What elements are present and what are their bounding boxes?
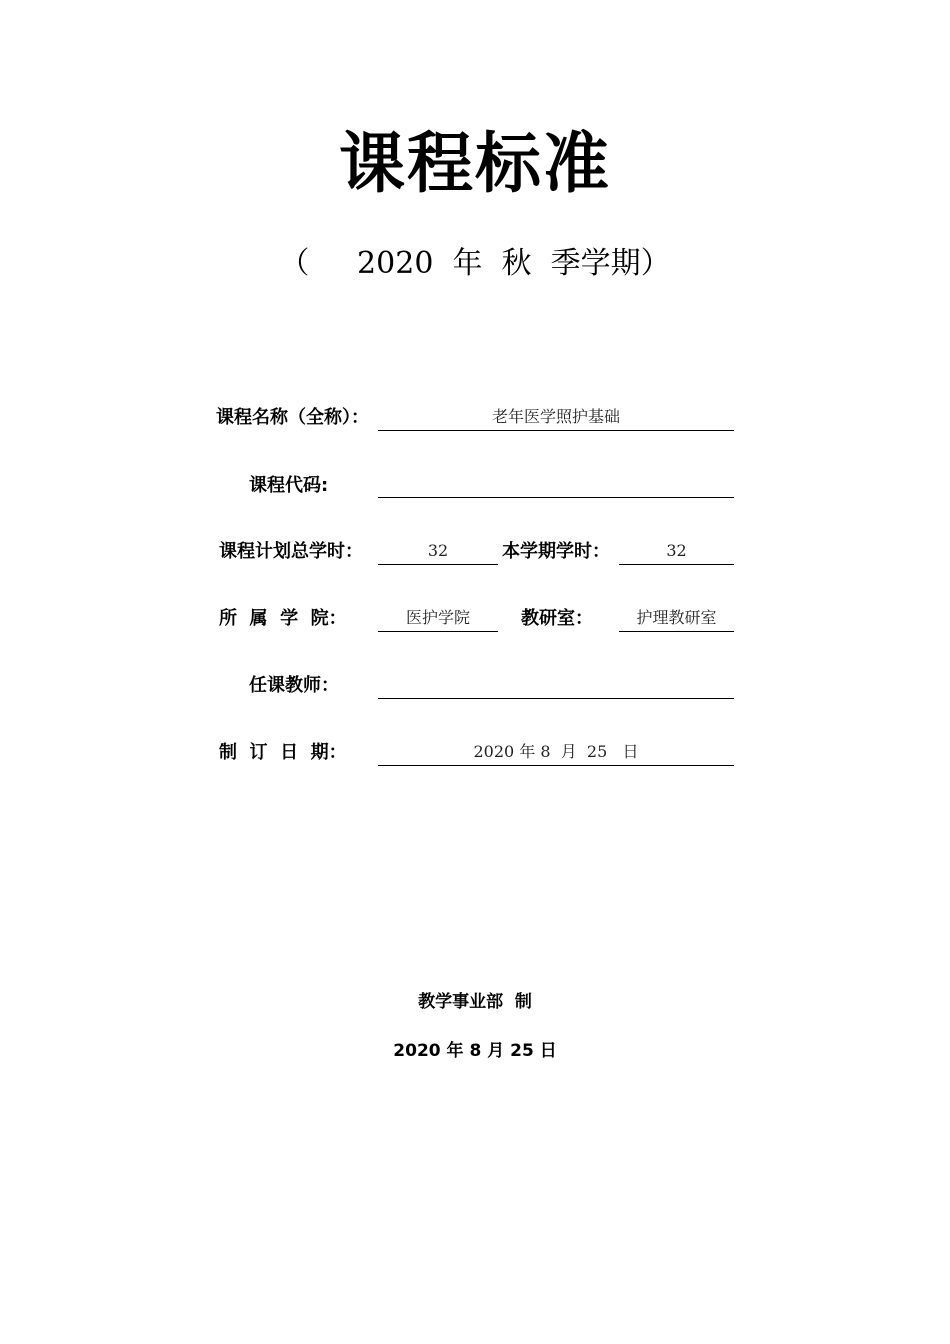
semester-line: （ 2020 年 秋 季学期）	[279, 246, 671, 281]
total-hours-field[interactable]: 32	[378, 538, 498, 565]
course-code-field[interactable]	[378, 471, 734, 498]
document-title: 课程标准	[339, 125, 611, 202]
office-label: 教研室：	[521, 608, 593, 629]
college-field[interactable]: 医护学院	[378, 605, 498, 632]
issuer-line: 教学事业部 制	[418, 992, 532, 1012]
course-name-label: 课程名称（全称）：	[216, 407, 369, 428]
teacher-label: 任课教师：	[249, 675, 339, 696]
course-name-field[interactable]: 老年医学照护基础	[378, 404, 734, 431]
total-hours-label: 课程计划总学时：	[219, 541, 363, 562]
course-code-label: 课程代码:	[249, 475, 329, 496]
office-field[interactable]: 护理教研室	[619, 605, 734, 632]
teacher-field[interactable]	[378, 672, 734, 699]
date-label: 制 订 日 期：	[219, 742, 347, 763]
college-label: 所 属 学 院：	[219, 608, 347, 629]
date-field[interactable]: 2020 年 8 月 25 日	[378, 739, 734, 766]
term-hours-field[interactable]: 32	[619, 538, 734, 565]
issue-date: 2020 年 8 月 25 日	[393, 1041, 557, 1061]
term-hours-label: 本学期学时：	[502, 541, 610, 562]
